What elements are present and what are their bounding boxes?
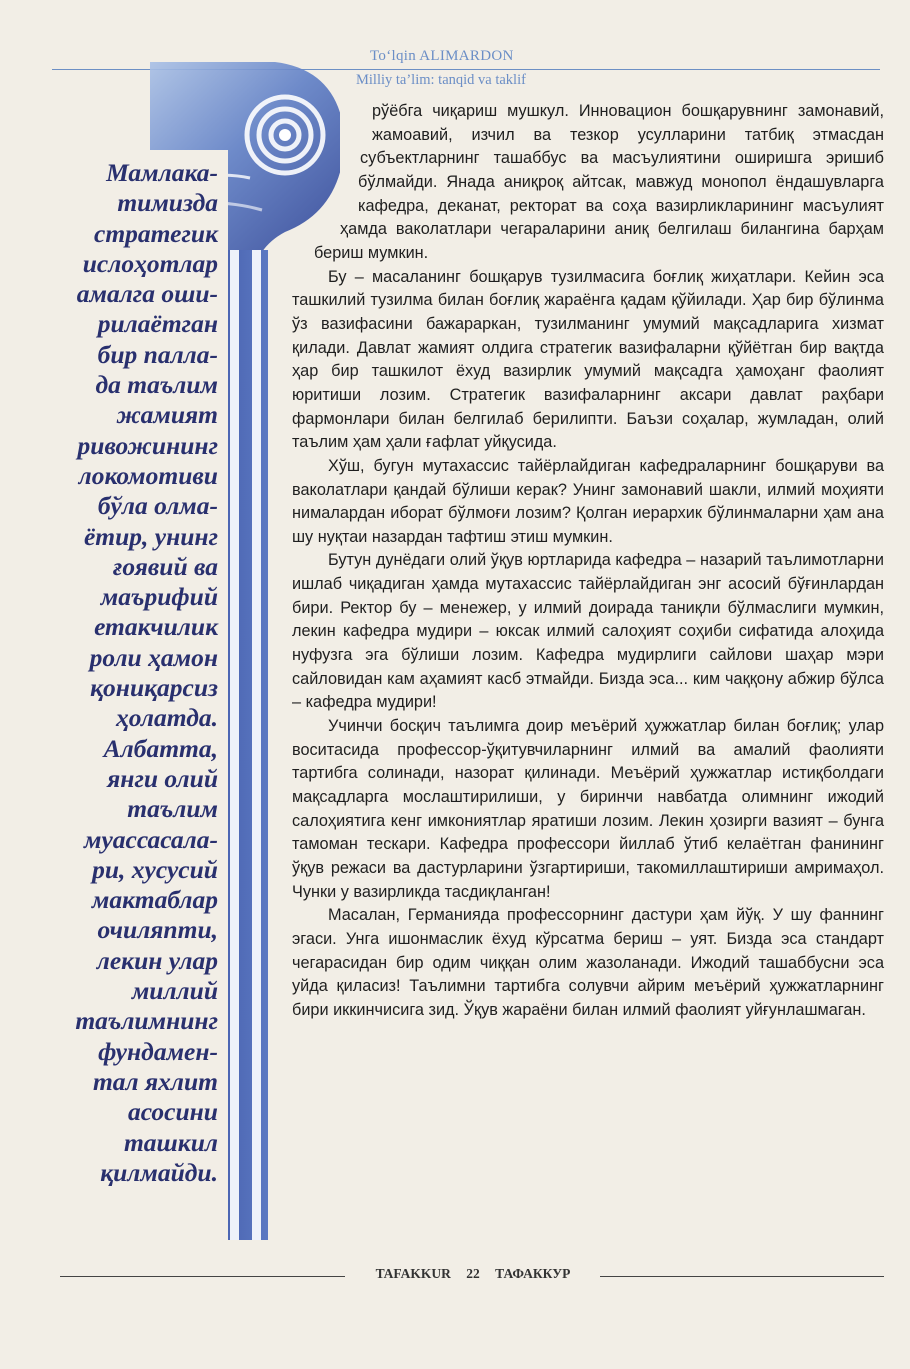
pull-quote-line: ётир, унинг xyxy=(83,521,218,551)
header-subtitle: Milliy ta’lim: tanqid va taklif xyxy=(356,72,526,88)
pull-quote-line: очиляпти, xyxy=(97,915,218,945)
article-paragraph: рўёбга чиқариш мушкул. Инновацион бошқарувнинг замонавий, жамоавий, изчил ва тезкор усулларини татбиқ этмасдан субъектларнинг ташаббус ва масъулиятини оширишга эришиб бўлмайди. Янада аниқроқ айтсак, мавжуд монопол ёндашувларга кафедра, деканат, ректорат ва соҳа вазирликларининг масъулият ҳамда ваколатлари чегараларини аниқ белгилаш билангина барҳам бериш мумкин. xyxy=(314,102,884,262)
pull-quote-line: Мамлака- xyxy=(106,158,218,187)
footer-journal-latin: TAFAKKUR xyxy=(375,1266,451,1281)
article-paragraph: Масалан, Германияда профессорнинг дастури ҳам йўқ. У шу фаннинг эгаси. Унга ишонмаслик ёхуд кўрсатма бериш – уят. Бизда эса стандарт чегарасидан бир одим чиққан олим жазоланади. Ижодий ташаббусни эса уйда қиласиз! Таълимни тартибга солувчи айрим меъёрий ҳужжатларнинг бири иккинчисига зид. Ўқув жараёни билан илмий фаолият уйғунлашмаган. xyxy=(292,906,884,1019)
pull-quote-line: тимизда xyxy=(117,188,218,218)
pull-quote-line: миллий xyxy=(131,976,218,1006)
pull-quote-line: роли ҳамон xyxy=(89,642,218,672)
pull-quote-line: амалга оши- xyxy=(76,279,218,309)
pull-quote-line: таълим xyxy=(127,794,218,824)
pull-quote-line: асосини xyxy=(127,1097,218,1127)
pull-quote-line: стратегик xyxy=(94,218,218,248)
pull-quote xyxy=(40,158,218,1188)
pull-quote-line: таълимнинг xyxy=(75,1006,218,1036)
article-paragraph: Бутун дунёдаги олий ўқув юртларида кафедра – назарий таълимотларни ишлаб чиқадиган ҳамда мутахассис тайёрлайдиган энг асосий бўғинлардан бири. Ректор бу – менежер, у илмий доирада таниқли бўлмаслиги мумкин, лекин кафедра мудири – юксак илмий салоҳият соҳиби сифатида алоҳида нуфузга эга бўлиши лозим. Кафедра мудирлиги сайлови шаҳар мэри сайловидан кам аҳамият касб этмайди. Бизда эса... ким чаққону абжир бўлса – кафедра мудири! xyxy=(292,551,884,712)
pull-quote-line: ислоҳотлар xyxy=(82,248,218,278)
pull-quote-line: қониқарсиз xyxy=(90,673,218,703)
pull-quote-line: қилмайди. xyxy=(100,1157,218,1187)
pull-quote-line: ташкил xyxy=(123,1127,218,1157)
pull-quote-line: бир палла- xyxy=(97,339,218,369)
pull-quote-line: янги олий xyxy=(107,763,218,793)
footer-rule-right xyxy=(600,1276,884,1277)
pull-quote-line: муассасала- xyxy=(84,824,218,854)
article-paragraph: Учинчи босқич таълимга доир меъёрий ҳужжатлар билан боғлиқ; улар воситасида профессор-ўқитувчиларнинг илмий ва амалий фаолияти тартибга солинади, назорат қилинади. Меъёрий ҳужжатлар истиқболдаги мақсадларга мослаштирилиши, у биринчи навбатда олимнинг ижодий салоҳиятига кенг имкониятлар яратиши лозим. Лекин ҳозирги вазият – бунга тамоман тескари. Кафедра профессори йиллаб ўтиб келаётган фанининг ўқув режаси ва дастурларини ўзгартириши, такомиллаштириши амримаҳол. Чунки у вазирликда тасдиқланган! xyxy=(292,717,884,901)
article-paragraph: Бу – масаланинг бошқарув тузилмасига боғлиқ жиҳатлари. Кейин эса ташкилий тузилма билан боғлиқ жараёнга қадам қўйилади. Ҳар бир бўлинма ўз вазифасини бажараркан, тузилманинг умумий мақсадларига хизмат қилади. Давлат жамият олдига стратегик вазифаларни қўйётган бир вақтда ҳар бир ташкилот ёхуд вазирлик умумий мақсадга ҳамоҳанг фаолият юритиши лозим. Стратегик вазифаларнинг аксари давлат раҳбари фармонлари билан белгилаб берилипти. Баъзи соҳалар, жумладан, олий таълим ҳам ҳали ғафлат уйқусида. xyxy=(292,267,884,452)
pull-quote-line: рилаётган xyxy=(97,309,218,339)
pull-quote-line: мактаблар xyxy=(91,885,218,915)
pull-quote-line: жамият xyxy=(116,400,218,430)
pull-quote-line: ғоявий ва xyxy=(112,551,218,581)
pull-quote-line: етакчилик xyxy=(94,612,218,642)
pull-quote-line: ри, хусусий xyxy=(92,854,218,884)
footer-rule-left xyxy=(60,1276,345,1277)
article-paragraph: Хўш, бугун мутахассис тайёрлайдиган кафедраларнинг бошқаруви ва ваколатлари қандай бўлиши керак? Унинг замонавий шакли, илмий моҳияти нималардан иборат бўлмоғи лозим? Қолган иерархик бўлинмаларни ҳам ана шу нуқтаи назардан тафтиш этиш мумкин. xyxy=(292,456,884,546)
pull-quote-line: тал яхлит xyxy=(92,1066,218,1096)
pull-quote-line: бўла олма- xyxy=(97,491,218,521)
pull-quote-line: ривожининг xyxy=(77,430,218,460)
pull-quote-line: ҳолатда. xyxy=(116,703,218,733)
header-author: To‘lqin ALIMARDON xyxy=(370,48,514,64)
pull-quote-line: локомотиви xyxy=(78,460,218,490)
pull-quote-line: маърифий xyxy=(100,582,218,612)
pull-quote-line: лекин улар xyxy=(96,945,218,975)
pull-quote-line: фундамен- xyxy=(98,1036,218,1066)
footer-journal-cyrillic: ТАФАККУР xyxy=(495,1266,571,1281)
page-number: 22 xyxy=(466,1266,480,1281)
pull-quote-line: да таълим xyxy=(95,370,218,400)
article-body xyxy=(292,100,884,1023)
pull-quote-line: Албатта, xyxy=(103,733,218,763)
page-footer xyxy=(346,1266,600,1282)
